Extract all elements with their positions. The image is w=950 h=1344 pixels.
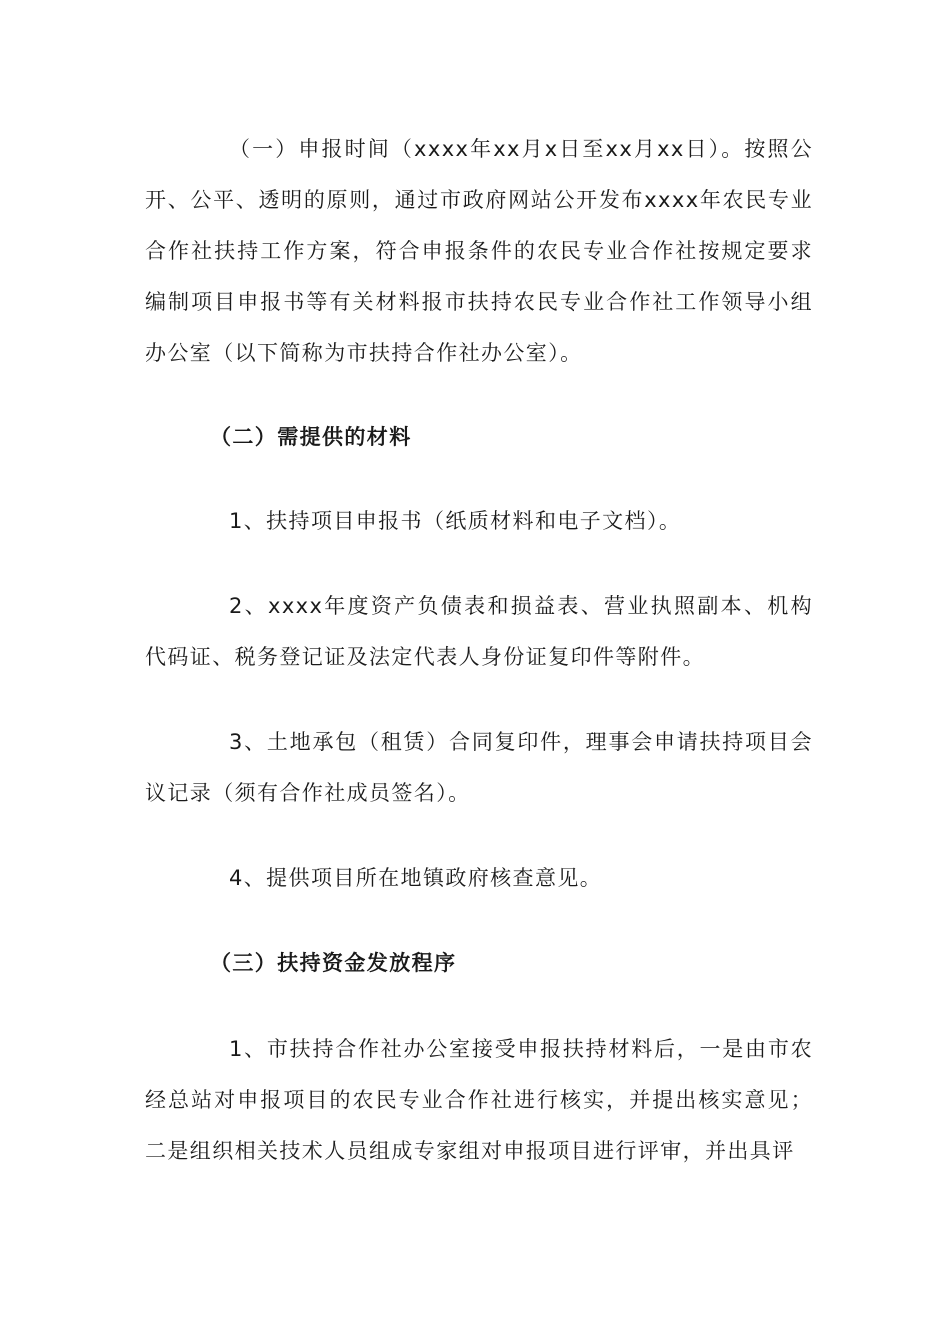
material-item-3: 3、土地承包（租赁）合同复印件，理事会申请扶持项目会议记录（须有合作社成员签名）。 — [145, 730, 813, 805]
section3-heading: （三）扶持资金发放程序 — [210, 951, 457, 975]
section2-heading: （二）需提供的材料 — [210, 425, 412, 449]
section1-paragraph: （一）申报时间（xxxx年xx月x日至xx月xx日）。按照公开、公平、透明的原则，通过市政府网站公开发布xxxx年农民专业合作社扶持工作方案，符合申报条件的农民专业合作社按规定要求编制项目申报书等有关材料报市扶持农民专业合作社工作领导小组办公室（以下简称为市扶持合作社办公室）。 — [145, 137, 813, 365]
material-item-2: 2、xxxx年度资产负债表和损益表、营业执照副本、机构代码证、税务登记证及法定代表人身份证复印件等附件。 — [145, 594, 813, 669]
material-item-4: 4、提供项目所在地镇政府核查意见。 — [229, 866, 603, 890]
procedure-item-1: 1、市扶持合作社办公室接受申报扶持材料后，一是由市农经总站对申报项目的农民专业合作社进行核实，并提出核实意见；二是组织相关技术人员组成专家组对申报项目进行评审，并出具评 — [145, 1037, 813, 1163]
material-item-1: 1、扶持项目申报书（纸质材料和电子文档）。 — [229, 509, 682, 533]
